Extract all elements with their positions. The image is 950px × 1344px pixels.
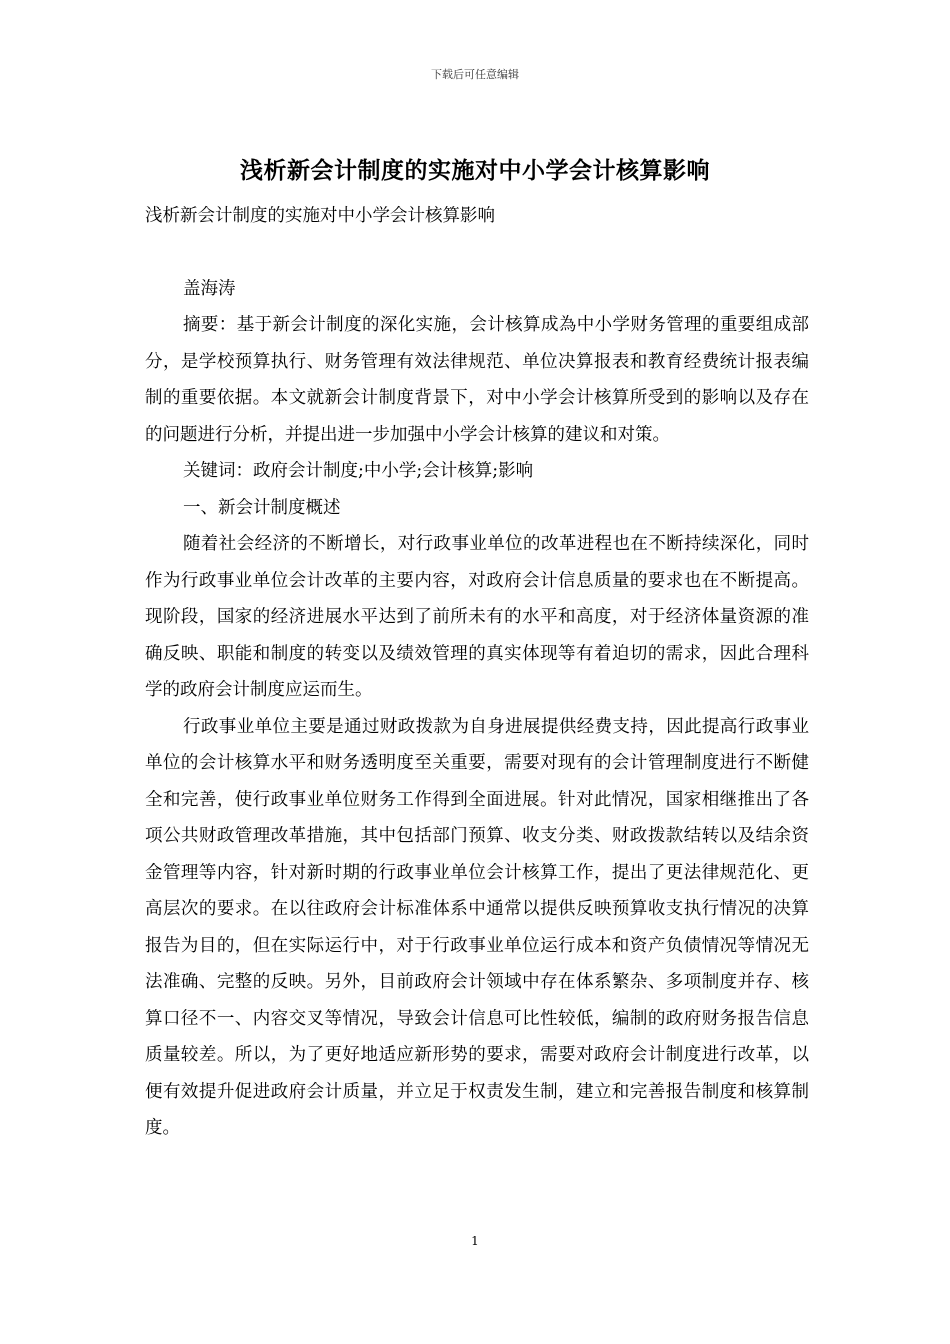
- abstract-paragraph: 摘要：基于新会计制度的深化实施，会计核算成為中小学财务管理的重要组成部分，是学校预算执行、财务管理有效法律规范、单位决算报表和教育经费统计报表编制的重要依据。本文就新会计制度背景下，对中小学会计核算所受到的影响以及存在的问题进行分析，并提出进一步加强中小学会计核算的建议和对策。: [145, 315, 809, 445]
- body-paragraph-2: 行政事业单位主要是通过财政拨款为自身进展提供经费支持，因此提高行政事业单位的会计核算水平和财务透明度至关重要，需要对现有的会计管理制度进行不断健全和完善，使行政事业单位财务工作得到全面进展。针对此情况，国家相继推出了各项公共财政管理改革措施，其中包括部门预算、收支分类、财政拨款结转以及结余资金管理等内容，针对新时期的行政事业单位会计核算工作，提出了更法律规范化、更高层次的要求。在以往政府会计标准体系中通常以提供反映预算收支执行情况的决算报告为目的，但在实际运行中，对于行政事业单位运行成本和资产负债情况等情况无法准确、完整的反映。另外，目前政府会计领域中存在体系繁杂、多项制度并存、核算口径不一、内容交叉等情况，导致会计信息可比性较低，编制的政府财务报告信息质量较差。所以，为了更好地适应新形势的要求，需要对政府会计制度进行改革，以便有效提升促进政府会计质量，并立足于权责发生制，建立和完善报告制度和核算制度。: [145, 716, 809, 1138]
- section-heading-1: 一、新会计制度概述: [183, 497, 341, 518]
- keywords-line: 关键词：政府会计制度;中小学;会计核算;影响: [183, 461, 534, 481]
- document-subtitle: 浅析新会计制度的实施对中小学会计核算影响: [145, 206, 495, 226]
- author-name: 盖海涛: [183, 278, 236, 299]
- document-body: [145, 198, 809, 1147]
- header-note: 下载后可任意编辑: [431, 68, 519, 81]
- body-paragraph-1: 随着社会经济的不断增长，对行政事业单位的改革进程也在不断持续深化，同时作为行政事业单位会计改革的主要内容，对政府会计信息质量的要求也在不断提高。现阶段，国家的经济进展水平达到了前所未有的水平和高度，对于经济体量资源的准确反映、职能和制度的转变以及绩效管理的真实体现等有着迫切的需求，因此合理科学的政府会计制度应运而生。: [145, 534, 809, 700]
- blank-line: [145, 235, 809, 271]
- page-number: 1: [471, 1234, 479, 1248]
- document-title: 浅析新会计制度的实施对中小学会计核算影响: [240, 157, 710, 184]
